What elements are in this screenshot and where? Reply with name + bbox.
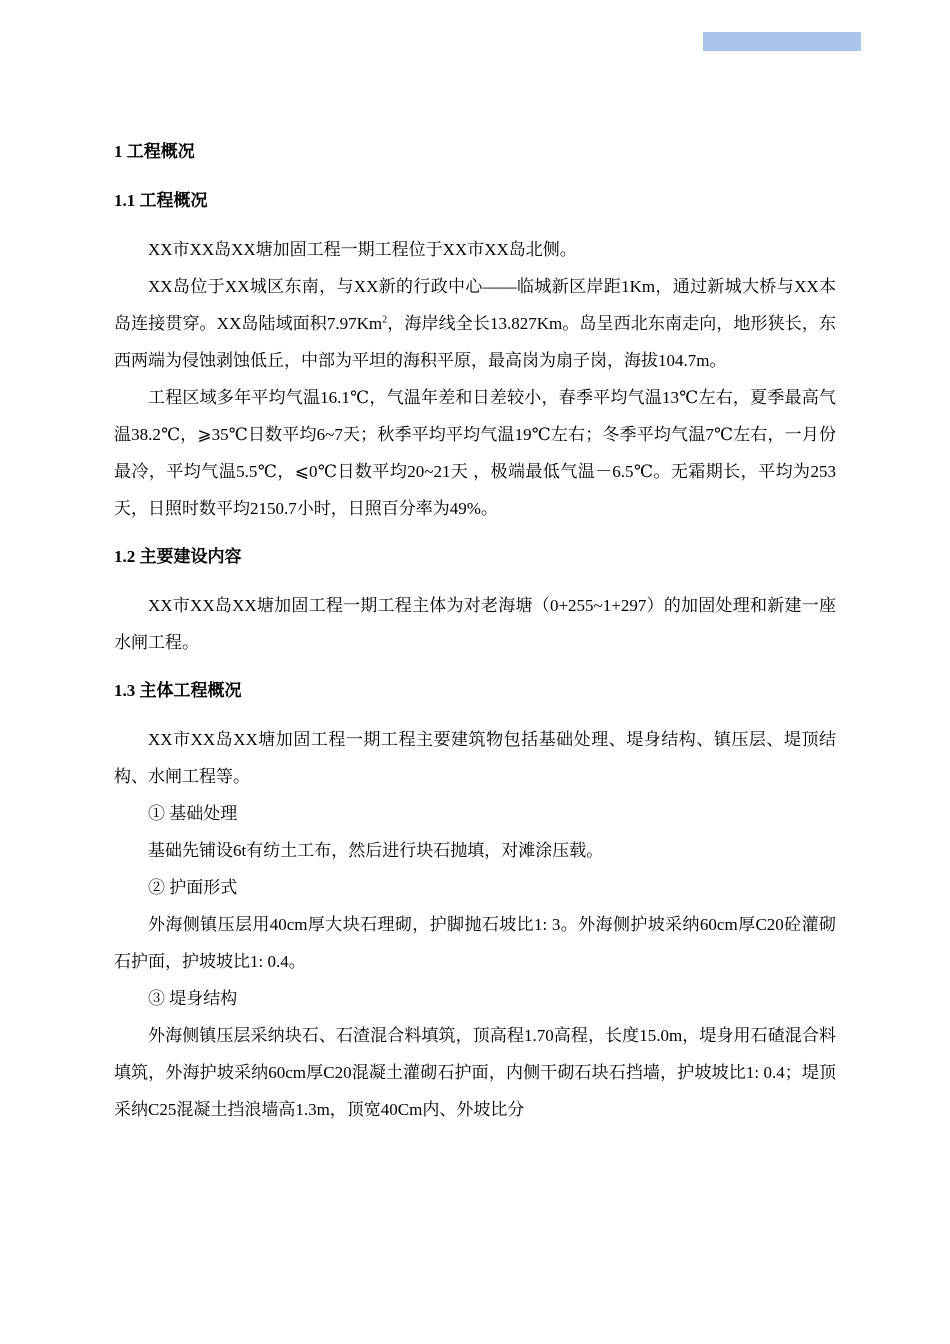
section-1-heading: 1 工程概况 bbox=[114, 142, 195, 161]
paragraph: 工程区域多年平均气温16.1℃，气温年差和日差较小，春季平均气温13℃左右，夏季最高气温38.2℃，⩾35℃日数平均6~7天；秋季平均平均气温19℃左右；冬季平均气温7℃左右，一月份最冷，平均气温5.5℃，⩽0℃日数平均20~21天 ，极端最低气温－6.5℃。无霜期长，平均为253天，日照时数平均2150.7小时，日照百分率为49%。 bbox=[114, 388, 836, 518]
paragraph: 外海侧镇压层采纳块石、石渣混合料填筑，顶高程1.70高程，长度15.0m，堤身用石碴混合料填筑，外海护坡采纳60cm厚C20混凝土灌砌石护面，内侧干砌石块石挡墙，护坡坡比1: 0.4；堤顶采纳C25混凝土挡浪墙高1.3m，顶宽40Cm内、外坡比分 bbox=[114, 1026, 836, 1119]
paragraph: XX市XX岛XX塘加固工程一期工程主要建筑物包括基础处理、堤身结构、镇压层、堤顶结构、水闸工程等。 bbox=[114, 730, 836, 786]
paragraph: XX市XX岛XX塘加固工程一期工程主体为对老海塘（0+255~1+297）的加固处理和新建一座水闸工程。 bbox=[114, 596, 836, 652]
paragraph: XX市XX岛XX塘加固工程一期工程位于XX市XX岛北侧。 bbox=[148, 240, 577, 259]
paragraph: 基础先铺设6t有纺土工布，然后进行块石抛填，对滩涂压载。 bbox=[148, 841, 604, 860]
section-1-3-heading: 1.3 主体工程概况 bbox=[114, 681, 242, 700]
superscript: 2 bbox=[382, 314, 388, 326]
list-item-title: ① 基础处理 bbox=[148, 804, 238, 823]
list-item-title: ② 护面形式 bbox=[148, 878, 238, 897]
paragraph: 外海侧镇压层用40cm厚大块石理砌，护脚抛石坡比1: 3。外海侧护坡采纳60cm厚C20砼灌砌石护面，护坡坡比1: 0.4。 bbox=[114, 915, 836, 971]
section-1-2-heading: 1.2 主要建设内容 bbox=[114, 547, 242, 566]
document-body bbox=[114, 134, 836, 1128]
paragraph-text: ，海岸线全长13.827Km。岛呈西北东南走向，地形狭长，东西两端为侵蚀剥蚀低丘，中部为平坦的海积平原，最高岗为扇子岗，海拔104.7m。 bbox=[114, 314, 836, 370]
section-1-1-heading: 1.1 工程概况 bbox=[114, 191, 208, 210]
paragraph-text: XX岛位于XX城区东南，与XX新的行政中心——临城新区岸距1Km，通过新城大桥与XX本岛连接贯穿。XX岛陆域面积7.97Km bbox=[114, 277, 836, 333]
paragraph bbox=[114, 268, 836, 379]
header-decoration-bar bbox=[703, 32, 861, 51]
list-item-title: ③ 堤身结构 bbox=[148, 989, 238, 1008]
